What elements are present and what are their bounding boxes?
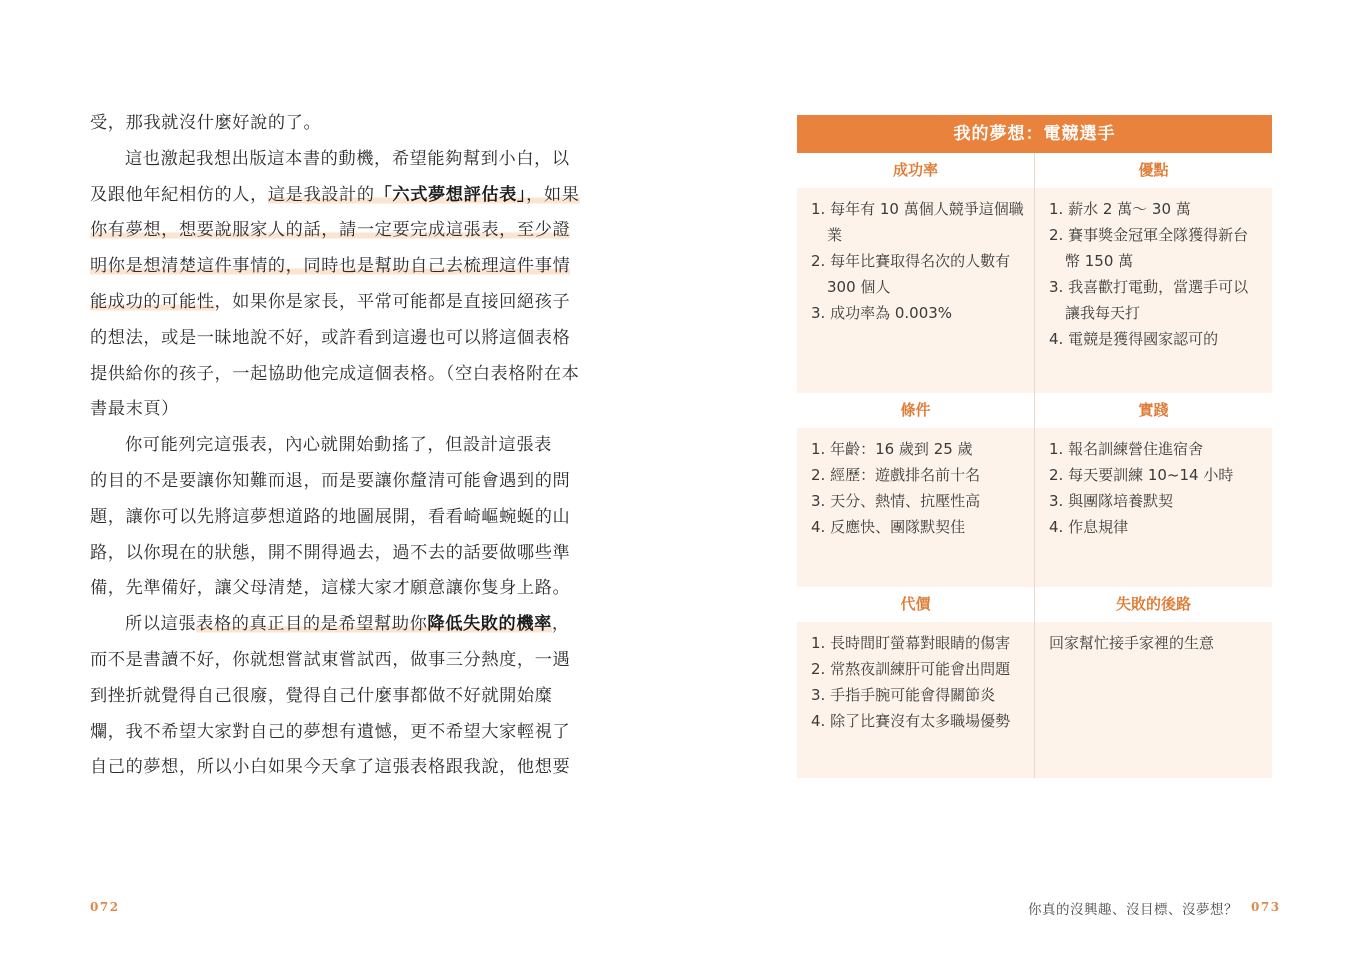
text-line (90, 679, 570, 715)
highlighted-text: 「六式夢想評估表」 (374, 184, 527, 205)
cell-heading: 代價 (797, 587, 1034, 622)
table-row (797, 153, 1272, 393)
list-item: 4. 作息規律 (1049, 518, 1129, 536)
page-number-right: 073 (1251, 900, 1281, 914)
text-segment: 到挫折就覺得自己很廢，覺得自己什麼事都做不好就開始糜 (90, 685, 553, 706)
list-item: 3. 手指手腕可能會得關節炎 (811, 686, 996, 704)
text-segment: ，如果你是家長，平常可能都是直接回絕孩子 (214, 291, 571, 312)
text-line (90, 213, 570, 249)
cell-heading: 實踐 (1035, 393, 1272, 428)
text-line (90, 142, 570, 178)
text-segment: 所以這張 (125, 614, 197, 635)
text-segment: 及跟他年紀相仿的人， (90, 184, 268, 205)
text-line (90, 249, 570, 285)
list-item: 2. 每年比賽取得名次的人數有 300 個人 (811, 252, 1011, 296)
table-row (797, 587, 1272, 778)
list-item: 3. 我喜歡打電動，當選手可以讓我每天打 (1049, 278, 1249, 322)
text-line (90, 321, 570, 357)
text-line (90, 392, 570, 428)
text-segment: 自己的夢想，所以小白如果今天拿了這張表格跟我說，他想要 (90, 757, 571, 778)
text-segment: 你可能列完這張表，內心就開始動搖了，但設計這張表 (125, 435, 552, 456)
cell-list (1035, 428, 1272, 587)
cell-list (797, 622, 1034, 778)
cell-list (1035, 188, 1272, 393)
highlighted-text: ，如果 (526, 184, 580, 205)
right-page (678, 0, 1356, 963)
text-line (90, 106, 570, 142)
text-line (90, 607, 570, 643)
text-line (90, 285, 570, 321)
list-item: 1. 薪水 2 萬～ 30 萬 (1049, 200, 1191, 218)
text-line (90, 715, 570, 751)
running-head: 你真的沒興趣、沒目標、沒夢想？ (1028, 902, 1238, 918)
highlighted-text: 表格的真正目的是希望幫助你 (196, 614, 428, 635)
cell-list (1035, 622, 1272, 778)
list-item: 3. 成功率為 0.003% (811, 304, 953, 322)
text-segment: 爛，我不希望大家對自己的夢想有遺憾，更不希望大家輕視了 (90, 721, 571, 742)
text-line (90, 464, 570, 500)
cell-success-rate (797, 153, 1035, 393)
list-item: 2. 賽事獎金冠軍全隊獲得新台幣 150 萬 (1049, 226, 1249, 270)
list-item: 1. 報名訓練營住進宿舍 (1049, 440, 1204, 458)
cell-cost (797, 587, 1035, 778)
body-text (90, 106, 580, 786)
text-segment: 書最末頁） (90, 399, 179, 420)
text-segment: 提供給你的孩子，一起協助他完成這個表格。（空白表格附在本 (90, 363, 580, 384)
text-segment: 而不是書讀不好，你就想嘗試東嘗試西，做事三分熱度，一遇 (90, 649, 571, 670)
list-item: 2. 常熬夜訓練肝可能會出問題 (811, 660, 1011, 678)
list-item: 回家幫忙接手家裡的生意 (1049, 634, 1215, 652)
highlighted-text: 降低失敗的機率 (427, 614, 552, 635)
text-line (90, 500, 570, 536)
cell-heading: 失敗的後路 (1035, 587, 1272, 622)
cell-list (797, 188, 1034, 393)
list-item: 3. 天分、熱情、抗壓性高 (811, 492, 981, 510)
text-line (90, 357, 580, 393)
text-line (90, 536, 570, 572)
list-item: 2. 每天要訓練 10~14 小時 (1049, 466, 1234, 484)
text-segment: 的想法，或是一昧地說不好，或許看到這邊也可以將這個表格 (90, 327, 571, 348)
dream-evaluation-table (797, 115, 1272, 778)
text-segment: ， (551, 614, 570, 635)
cell-fallback (1035, 587, 1272, 778)
text-segment: 路，以你現在的狀態，開不開得過去，過不去的話要做哪些準 (90, 542, 571, 563)
cell-heading: 成功率 (797, 153, 1034, 188)
page-number-left: 072 (90, 900, 120, 914)
highlighted-text: 能成功的可能性 (90, 291, 215, 312)
text-segment: 備，先準備好，讓父母清楚，這樣大家才願意讓你隻身上路。 (90, 578, 571, 599)
table-row (797, 393, 1272, 587)
highlighted-text: 你有夢想，想要說服家人的話，請一定要完成這張表，至少證 (90, 220, 571, 241)
list-item: 3. 與團隊培養默契 (1049, 492, 1174, 510)
text-segment: 題，讓你可以先將這夢想道路的地圖展開，看看崎嶇蜿蜒的山 (90, 506, 571, 527)
list-item: 4. 電競是獲得國家認可的 (1049, 330, 1219, 348)
table-title: 我的夢想：電競選手 (797, 115, 1272, 153)
text-line (90, 750, 570, 786)
highlighted-text: 這是我設計的 (267, 184, 375, 205)
list-item: 1. 年齡：16 歲到 25 歲 (811, 440, 973, 458)
text-line (90, 571, 570, 607)
text-segment: 這也激起我想出版這本書的動機，希望能夠幫到小白，以 (125, 148, 570, 169)
list-item: 4. 反應快、團隊默契佳 (811, 518, 966, 536)
cell-advantages (1035, 153, 1272, 393)
text-line (90, 643, 570, 679)
cell-requirements (797, 393, 1035, 587)
list-item: 2. 經歷：遊戲排名前十名 (811, 466, 981, 484)
highlighted-text: 明你是想清楚這件事情的，同時也是幫助自己去梳理這件事情 (90, 256, 571, 277)
text-segment: 受，那我就沒什麼好說的了。 (90, 113, 322, 133)
cell-list (797, 428, 1034, 587)
list-item: 1. 每年有 10 萬個人競爭這個職業 (811, 200, 1024, 244)
text-segment: 的目的不是要讓你知難而退，而是要讓你釐清可能會遇到的問 (90, 470, 571, 491)
list-item: 1. 長時間盯螢幕對眼睛的傷害 (811, 634, 1011, 652)
text-line (90, 428, 570, 464)
cell-heading: 優點 (1035, 153, 1272, 188)
cell-heading: 條件 (797, 393, 1034, 428)
cell-practice (1035, 393, 1272, 587)
list-item: 4. 除了比賽沒有太多職場優勢 (811, 712, 1011, 730)
text-line (90, 178, 580, 214)
